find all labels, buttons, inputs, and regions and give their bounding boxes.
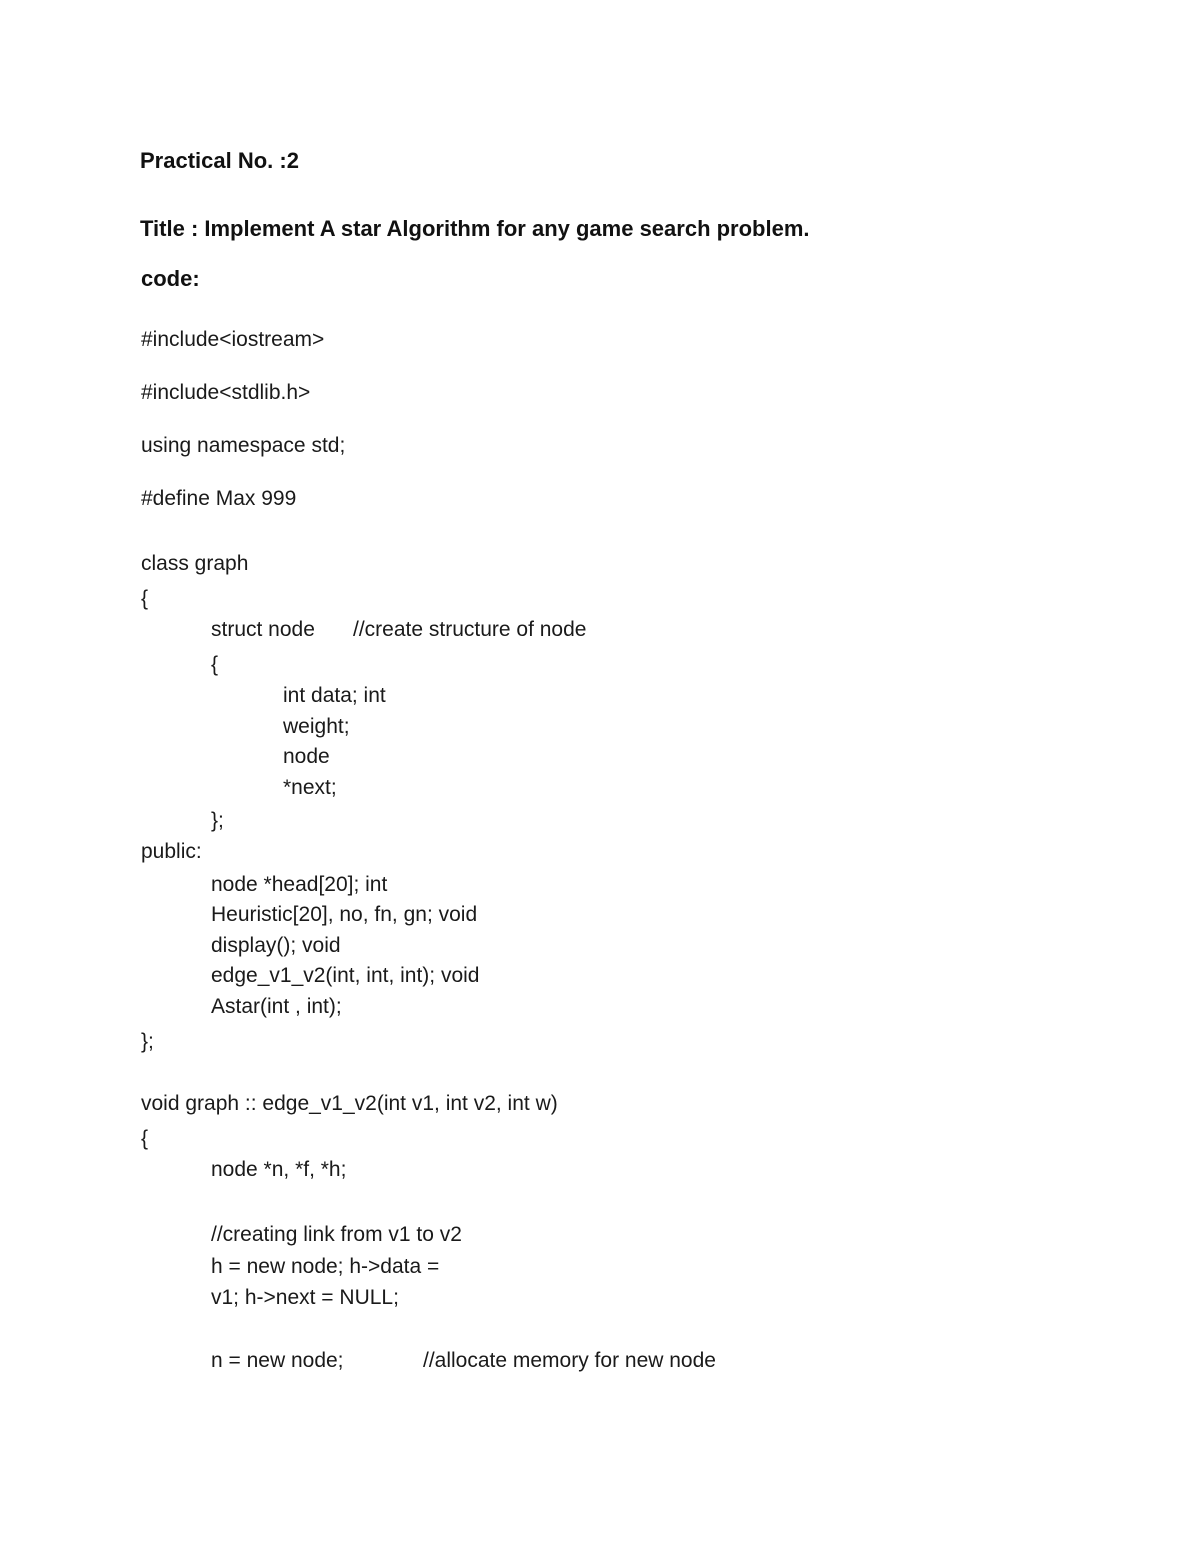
code-line-n-new: n = new node;: [211, 1349, 344, 1372]
code-line-v1-next: v1; h->next = NULL;: [211, 1286, 399, 1309]
code-comment-link: //creating link from v1 to v2: [211, 1223, 462, 1246]
code-line-include-stdlib: #include<stdlib.h>: [141, 381, 311, 404]
code-line-edge-decl: edge_v1_v2(int, int, int); void: [211, 964, 480, 987]
code-line-using-namespace: using namespace std;: [141, 434, 346, 457]
code-line-open-brace: {: [141, 1127, 149, 1150]
code-line-define-max: #define Max 999: [141, 487, 297, 510]
code-line-public: public:: [141, 840, 202, 863]
code-line-weight: weight;: [283, 715, 350, 738]
code-line-heuristic: Heuristic[20], no, fn, gn; void: [211, 903, 478, 926]
code-line-edge-def: void graph :: edge_v1_v2(int v1, int v2, int w): [141, 1092, 558, 1115]
code-line-open-brace: {: [211, 653, 219, 676]
code-line-class-graph: class graph: [141, 552, 249, 575]
code-label: code:: [141, 266, 200, 291]
code-line-astar: Astar(int , int);: [211, 995, 342, 1018]
practical-title: Title : Implement A star Algorithm for any game search problem.: [140, 216, 810, 241]
code-line-close-class: };: [141, 1030, 154, 1053]
code-line-open-brace: {: [141, 587, 149, 610]
code-line-include-iostream: #include<iostream>: [141, 328, 325, 351]
code-line-struct-node: struct node: [211, 618, 315, 641]
practical-number-heading: Practical No. :2: [140, 148, 299, 173]
code-line-head: node *head[20]; int: [211, 873, 388, 896]
code-line-h-new: h = new node; h->data =: [211, 1255, 440, 1278]
code-line-node-ptrs: node *n, *f, *h;: [211, 1158, 347, 1181]
code-line-node: node: [283, 745, 330, 768]
code-comment-alloc: //allocate memory for new node: [423, 1349, 716, 1372]
code-line-display: display(); void: [211, 934, 341, 957]
code-line-close-struct: };: [211, 809, 224, 832]
code-line-int-data: int data; int: [283, 684, 386, 707]
code-comment-struct: //create structure of node: [353, 618, 587, 641]
code-line-next: *next;: [283, 776, 337, 799]
